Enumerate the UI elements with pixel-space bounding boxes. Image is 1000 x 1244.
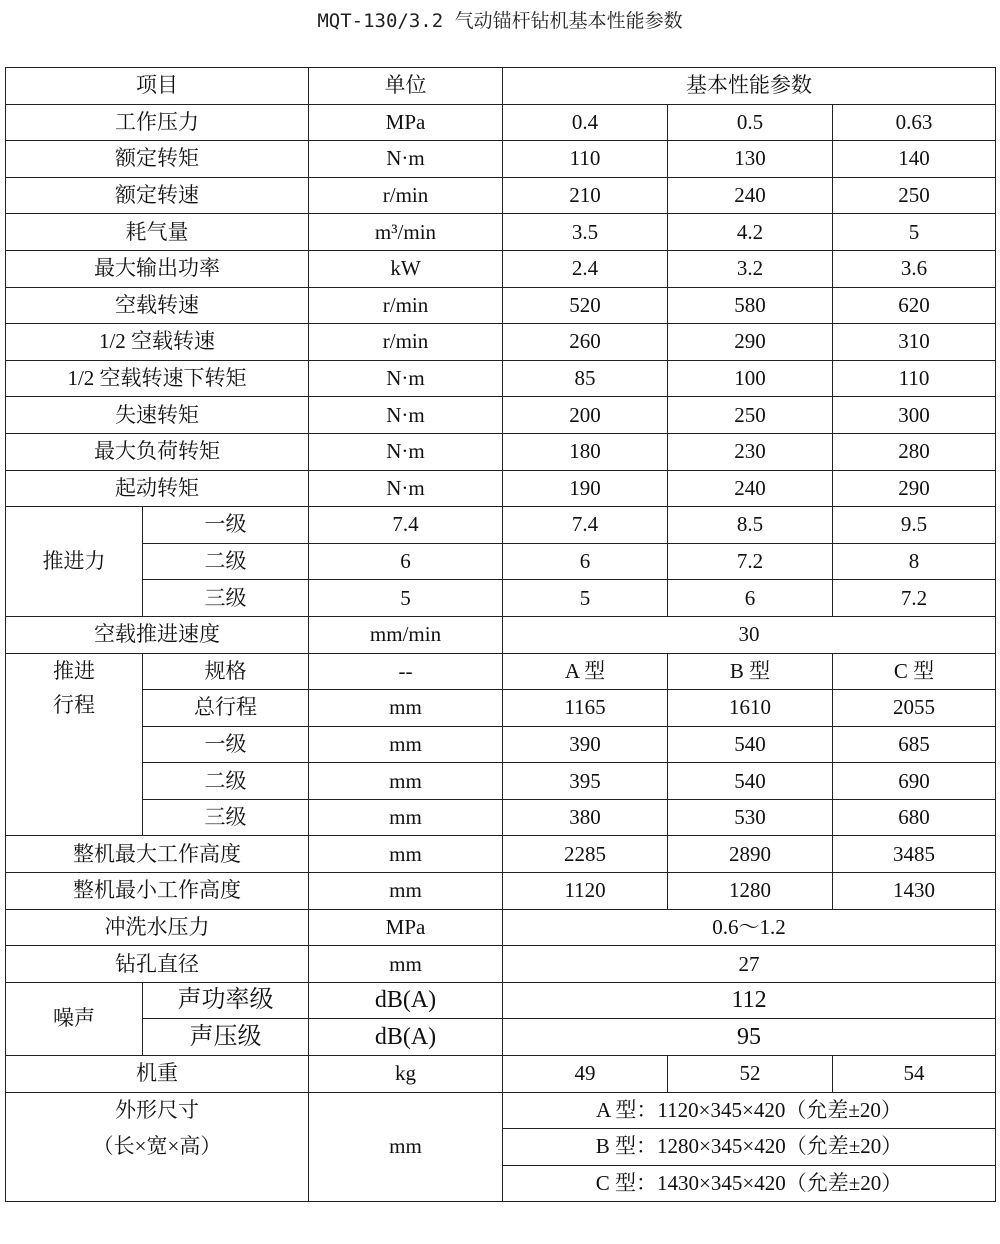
dims-unit: mm xyxy=(309,1092,503,1202)
dims-value: A 型：1120×345×420（允差±20） xyxy=(503,1092,996,1129)
table-row xyxy=(6,543,996,580)
table-row xyxy=(6,104,996,141)
row-value: 8 xyxy=(833,543,996,580)
row-value: 2285 xyxy=(503,836,668,873)
row-label: 1/2 空载转速下转矩 xyxy=(6,360,309,397)
row-value: 300 xyxy=(833,397,996,434)
row-value: 110 xyxy=(503,141,668,178)
row-label: 失速转矩 xyxy=(6,397,309,434)
row-label: 空载推进速度 xyxy=(6,616,309,653)
row-label: 起动转矩 xyxy=(6,470,309,507)
row-value: 310 xyxy=(833,324,996,361)
row-label: 机重 xyxy=(6,1056,309,1093)
row-label: 额定转矩 xyxy=(6,141,309,178)
row-label: 额定转速 xyxy=(6,177,309,214)
row-value: 690 xyxy=(833,763,996,800)
table-row xyxy=(6,653,996,690)
row-unit: 5 xyxy=(309,580,503,617)
row-unit: 6 xyxy=(309,543,503,580)
row-value: 2.4 xyxy=(503,250,668,287)
row-value: 0.63 xyxy=(833,104,996,141)
row-value: 180 xyxy=(503,433,668,470)
table-header-row xyxy=(6,68,996,105)
row-value: 6 xyxy=(668,580,833,617)
row-unit: MPa xyxy=(309,104,503,141)
row-value: 685 xyxy=(833,726,996,763)
row-value: 280 xyxy=(833,433,996,470)
header-unit: 单位 xyxy=(309,68,503,105)
stroke-row-label: 总行程 xyxy=(143,690,309,727)
row-value: 290 xyxy=(668,324,833,361)
row-unit: kW xyxy=(309,250,503,287)
thrust-level: 三级 xyxy=(143,580,309,617)
row-label: 整机最小工作高度 xyxy=(6,873,309,910)
row-value: 240 xyxy=(668,177,833,214)
row-value: 110 xyxy=(833,360,996,397)
row-label: 空载转速 xyxy=(6,287,309,324)
table-row xyxy=(6,507,996,544)
table-row xyxy=(6,214,996,251)
row-value: 8.5 xyxy=(668,507,833,544)
row-unit: r/min xyxy=(309,287,503,324)
row-unit: N·m xyxy=(309,470,503,507)
row-value: 5 xyxy=(833,214,996,251)
row-value: 1120 xyxy=(503,873,668,910)
table-row xyxy=(6,616,996,653)
row-value: 100 xyxy=(668,360,833,397)
row-unit: kg xyxy=(309,1056,503,1093)
table-row xyxy=(6,763,996,800)
table-row xyxy=(6,836,996,873)
table-row xyxy=(6,982,996,1019)
row-unit: mm xyxy=(309,763,503,800)
row-unit: mm xyxy=(309,799,503,836)
row-label: 钻孔直径 xyxy=(6,946,309,983)
document-title: MQT-130/3.2 气动锚杆钻机基本性能参数 xyxy=(317,10,683,32)
row-unit: mm xyxy=(309,946,503,983)
row-value: 620 xyxy=(833,287,996,324)
row-value: 95 xyxy=(503,1019,996,1056)
row-value: 380 xyxy=(503,799,668,836)
thrust-label: 推进力 xyxy=(6,507,143,617)
row-value: 1430 xyxy=(833,873,996,910)
stroke-spec-label: 规格 xyxy=(143,653,309,690)
row-value: 260 xyxy=(503,324,668,361)
row-value: 3.6 xyxy=(833,250,996,287)
row-value: 1165 xyxy=(503,690,668,727)
thrust-level: 二级 xyxy=(143,543,309,580)
stroke-label-2: 行程 xyxy=(6,690,143,836)
table-row xyxy=(6,946,996,983)
row-unit: mm xyxy=(309,690,503,727)
row-value: 200 xyxy=(503,397,668,434)
row-value: 540 xyxy=(668,726,833,763)
row-label: 最大输出功率 xyxy=(6,250,309,287)
table-row xyxy=(6,470,996,507)
row-unit: mm/min xyxy=(309,616,503,653)
row-value: 390 xyxy=(503,726,668,763)
table-row xyxy=(6,580,996,617)
table-row xyxy=(6,726,996,763)
row-value: 9.5 xyxy=(833,507,996,544)
row-value: 30 xyxy=(503,616,996,653)
row-value: 1280 xyxy=(668,873,833,910)
row-value: 540 xyxy=(668,763,833,800)
row-value: 54 xyxy=(833,1056,996,1093)
table-row xyxy=(6,250,996,287)
row-unit: r/min xyxy=(309,324,503,361)
row-label: 整机最大工作高度 xyxy=(6,836,309,873)
row-label: 最大负荷转矩 xyxy=(6,433,309,470)
row-value: 7.2 xyxy=(833,580,996,617)
row-value: 0.5 xyxy=(668,104,833,141)
table-row xyxy=(6,690,996,727)
row-value: 240 xyxy=(668,470,833,507)
header-params: 基本性能参数 xyxy=(503,68,996,105)
table-row xyxy=(6,360,996,397)
row-label: 工作压力 xyxy=(6,104,309,141)
row-value: 4.2 xyxy=(668,214,833,251)
row-value: 2055 xyxy=(833,690,996,727)
row-value: 0.4 xyxy=(503,104,668,141)
stroke-row-label: 三级 xyxy=(143,799,309,836)
row-value: 250 xyxy=(668,397,833,434)
row-label: 耗气量 xyxy=(6,214,309,251)
row-unit: N·m xyxy=(309,360,503,397)
row-value: 7.4 xyxy=(503,507,668,544)
row-value: 530 xyxy=(668,799,833,836)
stroke-row-label: 二级 xyxy=(143,763,309,800)
row-value: 395 xyxy=(503,763,668,800)
row-value: 27 xyxy=(503,946,996,983)
row-value: 580 xyxy=(668,287,833,324)
row-unit: mm xyxy=(309,726,503,763)
row-value: 2890 xyxy=(668,836,833,873)
table-row xyxy=(6,909,996,946)
row-label: 冲洗水压力 xyxy=(6,909,309,946)
spec-table xyxy=(5,67,996,1202)
row-unit: MPa xyxy=(309,909,503,946)
row-unit: N·m xyxy=(309,433,503,470)
dims-label-1: 外形尺寸 xyxy=(6,1092,309,1129)
row-unit: dB(A) xyxy=(309,1019,503,1056)
table-row xyxy=(6,1019,996,1056)
table-row xyxy=(6,799,996,836)
header-item: 项目 xyxy=(6,68,309,105)
row-value: 52 xyxy=(668,1056,833,1093)
row-value: 210 xyxy=(503,177,668,214)
row-value: 6 xyxy=(503,543,668,580)
row-value: 3485 xyxy=(833,836,996,873)
row-value: 130 xyxy=(668,141,833,178)
thrust-level: 一级 xyxy=(143,507,309,544)
table-row xyxy=(6,287,996,324)
noise-label: 噪声 xyxy=(6,982,143,1055)
table-row xyxy=(6,1056,996,1093)
row-value: 85 xyxy=(503,360,668,397)
row-unit: dB(A) xyxy=(309,982,503,1019)
row-unit: N·m xyxy=(309,397,503,434)
table-row xyxy=(6,141,996,178)
dims-label-blank xyxy=(6,1165,309,1202)
row-unit: N·m xyxy=(309,141,503,178)
row-label: 1/2 空载转速 xyxy=(6,324,309,361)
row-value: 49 xyxy=(503,1056,668,1093)
row-value: 7.2 xyxy=(668,543,833,580)
stroke-row-label: 一级 xyxy=(143,726,309,763)
row-unit: mm xyxy=(309,836,503,873)
dims-label-2: （长×宽×高） xyxy=(6,1129,309,1166)
row-value: 250 xyxy=(833,177,996,214)
stroke-label-1: 推进 xyxy=(6,653,143,690)
row-value: 190 xyxy=(503,470,668,507)
row-value: 140 xyxy=(833,141,996,178)
row-value: 0.6～1.2 xyxy=(503,909,996,946)
row-value: 3.2 xyxy=(668,250,833,287)
row-unit: -- xyxy=(309,653,503,690)
row-unit: r/min xyxy=(309,177,503,214)
table-row xyxy=(6,177,996,214)
row-value: 680 xyxy=(833,799,996,836)
table-row xyxy=(6,1092,996,1129)
row-unit: mm xyxy=(309,873,503,910)
dims-value: C 型：1430×345×420（允差±20） xyxy=(503,1165,996,1202)
row-value: C 型 xyxy=(833,653,996,690)
row-value: 1610 xyxy=(668,690,833,727)
row-value: 3.5 xyxy=(503,214,668,251)
row-value: 290 xyxy=(833,470,996,507)
noise-row-label: 声压级 xyxy=(143,1019,309,1056)
table-row xyxy=(6,324,996,361)
row-value: 230 xyxy=(668,433,833,470)
table-row xyxy=(6,397,996,434)
row-value: 520 xyxy=(503,287,668,324)
row-value: B 型 xyxy=(668,653,833,690)
row-value: 112 xyxy=(503,982,996,1019)
row-value: A 型 xyxy=(503,653,668,690)
row-unit: 7.4 xyxy=(309,507,503,544)
dims-value: B 型：1280×345×420（允差±20） xyxy=(503,1129,996,1166)
table-row xyxy=(6,433,996,470)
table-row xyxy=(6,873,996,910)
row-unit: m³/min xyxy=(309,214,503,251)
row-value: 5 xyxy=(503,580,668,617)
noise-row-label: 声功率级 xyxy=(143,982,309,1019)
